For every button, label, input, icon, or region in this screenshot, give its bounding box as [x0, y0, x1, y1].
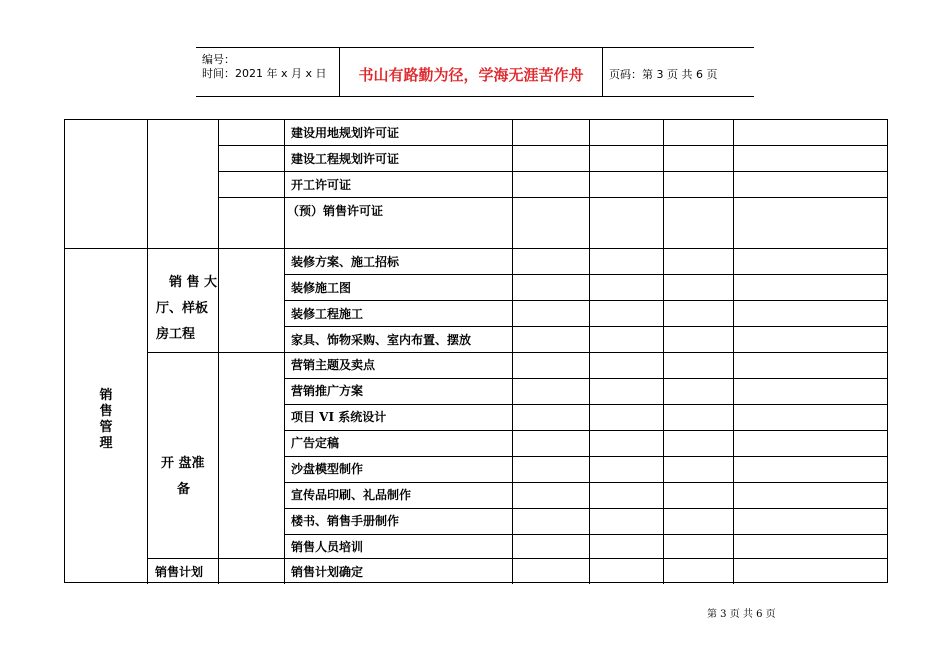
row-divider: [284, 508, 888, 509]
row-divider: [284, 482, 888, 483]
header-motto-cell: [339, 48, 603, 96]
row-divider: [284, 274, 888, 275]
motto-text: 书山有路勤为径，学海无涯苦作舟: [358, 66, 584, 84]
item-cell: 项目 VI 系统设计: [291, 410, 387, 424]
item-cell: 广告定稿: [291, 436, 340, 450]
item-cell: 开工许可证: [291, 178, 352, 192]
row-divider: [284, 456, 888, 457]
subgroup-name-line: 销售计划: [155, 565, 204, 579]
page-number-label: 页码：第 3 页 共 6 页: [609, 68, 718, 81]
row-divider: [218, 145, 888, 146]
document-time-label: 时间：2021 年 x 月 x 日: [202, 67, 327, 80]
subgroup-name-line: 销 售 大: [169, 275, 218, 290]
item-cell: （预）销售许可证: [287, 204, 384, 218]
row-divider: [284, 378, 888, 379]
row-divider: [284, 534, 888, 535]
item-cell: 销售计划确定: [291, 565, 364, 579]
group-title-vertical: 销售管理: [99, 388, 113, 451]
schedule-table: [64, 119, 888, 583]
item-cell: 楼书、销售手册制作: [291, 514, 400, 528]
item-cell: 宣传品印刷、礼品制作: [291, 488, 412, 502]
item-cell: 家具、饰物采购、室内布置、摆放: [291, 333, 472, 347]
header-page-cell: [601, 48, 754, 96]
subgroup-name-line: 备: [177, 482, 191, 497]
page-header: [196, 47, 754, 97]
item-cell: 装修方案、施工招标: [291, 255, 400, 269]
page-footer: 第 3 页 共 6 页: [707, 609, 776, 620]
item-cell: 营销推广方案: [291, 384, 364, 398]
subgroup-name-line: 厅、样板: [156, 301, 209, 316]
row-divider: [284, 430, 888, 431]
item-cell: 建设用地规划许可证: [291, 126, 400, 140]
group-divider: [65, 248, 888, 249]
row-divider: [284, 326, 888, 327]
subgroup-divider: [147, 558, 888, 559]
subgroup-name-line: 开 盘准: [161, 456, 205, 471]
item-cell: 装修工程施工: [291, 307, 364, 321]
row-divider: [218, 171, 888, 172]
item-cell: 建设工程规划许可证: [291, 152, 400, 166]
item-cell: 销售人员培训: [291, 540, 364, 554]
header-meta-cell: [196, 48, 339, 96]
subgroup-divider: [147, 352, 888, 353]
document-number-label: 编号：: [202, 53, 235, 66]
row-divider: [284, 300, 888, 301]
row-divider: [284, 404, 888, 405]
item-cell: 沙盘模型制作: [291, 462, 364, 476]
item-cell: 装修施工图: [291, 281, 352, 295]
subgroup-name-line: 房工程: [156, 327, 196, 342]
item-cell: 营销主题及卖点: [291, 358, 376, 372]
row-divider: [218, 197, 888, 198]
